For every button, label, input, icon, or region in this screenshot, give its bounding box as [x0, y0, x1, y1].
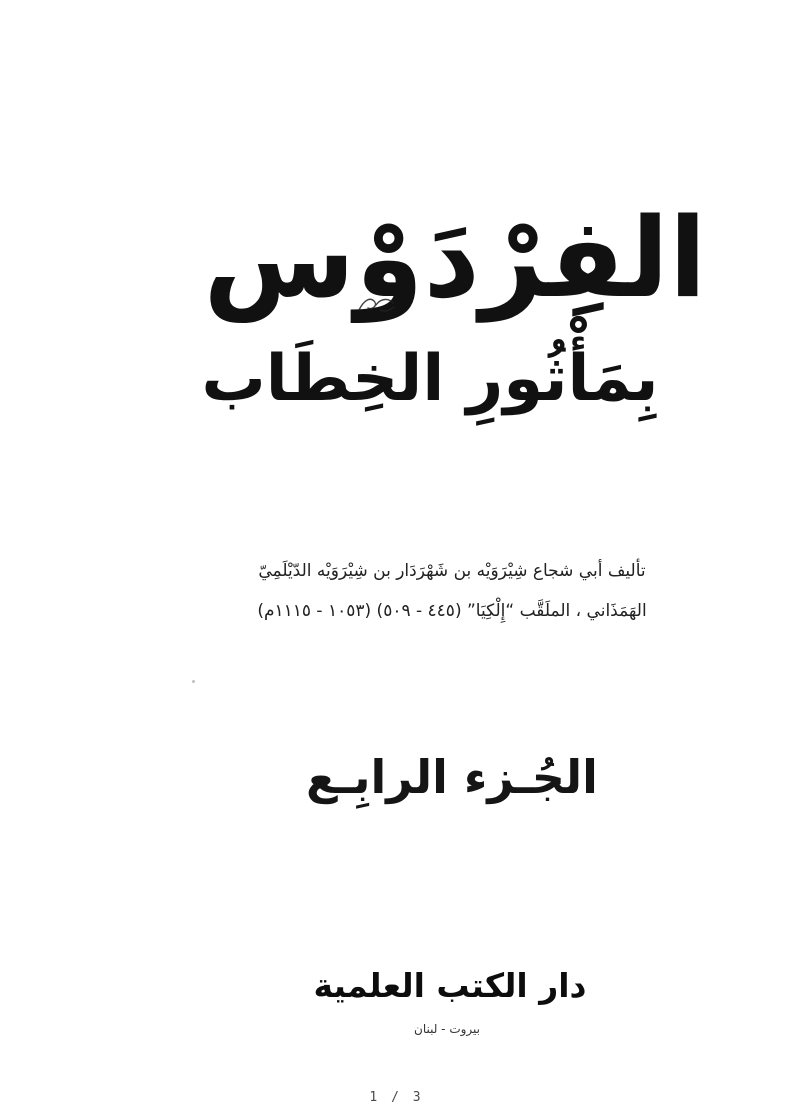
author-line2: الهَمَذَاني ، الملَقَّب “إِلْكِيَا” (٤٤٥ - ٥٠٩) (١٠٥٣ - ١١١٥م) — [257, 600, 647, 621]
scan-artifact-dot — [192, 680, 195, 683]
publisher-logo: دار الكتب العلمية — [313, 966, 587, 1005]
volume-label: الجُـزء الرابِـع — [306, 750, 598, 804]
page-indicator: 1 / 3 — [369, 1090, 424, 1105]
publisher-location: بيروت - لبنان — [414, 1022, 480, 1036]
book-title-line1: الفِرْدَوْس — [203, 194, 707, 322]
author-line1: تأليف أبي شجاع شِيْرَوَيْه بن شَهْرَدَار بن شِيْرَوَيْه الدّيْلَمِيّ — [258, 561, 646, 581]
author-block — [142, 552, 762, 632]
book-title-line2: بِمَأْثُورِ الخِطَاب — [201, 342, 659, 416]
calligraphic-flourish-icon — [356, 292, 398, 318]
